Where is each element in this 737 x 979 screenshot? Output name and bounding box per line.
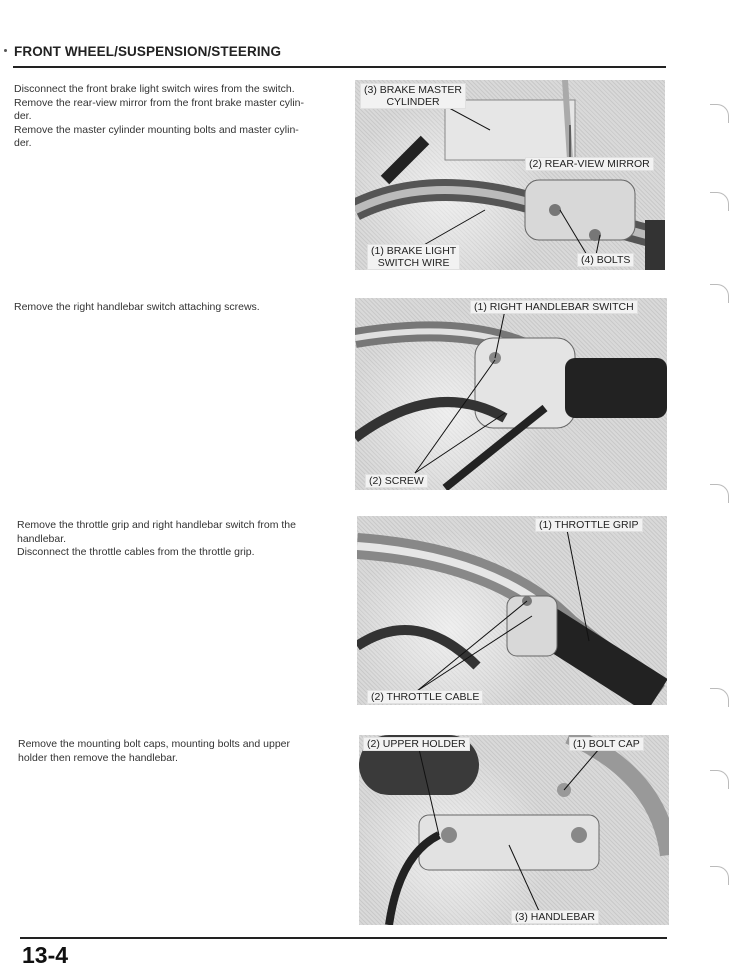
throttle-grip-illustration — [357, 516, 667, 705]
step-2-instruction: Remove the right handlebar switch attaching screws. — [14, 301, 260, 313]
step-3-photo — [357, 516, 667, 705]
page-title: FRONT WHEEL/SUSPENSION/STEERING — [14, 44, 282, 59]
step-4-instruction: Remove the mounting bolt caps, mounting bolts and upper holder then remove the handlebar. — [18, 738, 291, 764]
upper-holder-illustration — [359, 735, 669, 925]
step-1-instruction: Disconnect the front brake light switch wires from the switch. Remove the rear-view mirror from the front brake master cylin- der. Remove the master cylinder mounting bolts and master cylin- der. — [14, 83, 304, 150]
header-divider — [13, 66, 666, 68]
handlebar-switch-illustration — [355, 298, 667, 490]
page-number: 13-4 — [22, 942, 69, 968]
margin-mark — [4, 49, 7, 52]
callout-brake-light-switch-wire: (1) BRAKE LIGHT SWITCH WIRE — [367, 244, 460, 270]
edge-mark — [710, 484, 729, 503]
callout-rear-view-mirror: (2) REAR-VIEW MIRROR — [525, 157, 654, 171]
callout-bolt-cap: (1) BOLT CAP — [569, 737, 644, 751]
callout-bolts: (4) BOLTS — [577, 253, 634, 267]
callout-screw: (2) SCREW — [365, 474, 428, 488]
step-2-photo — [355, 298, 667, 490]
callout-handlebar: (3) HANDLEBAR — [511, 910, 599, 924]
edge-mark — [710, 104, 729, 123]
edge-mark — [710, 866, 729, 885]
edge-mark — [710, 192, 729, 211]
callout-throttle-cable: (2) THROTTLE CABLE — [367, 690, 483, 704]
step-4-photo — [359, 735, 669, 925]
edge-mark — [710, 770, 729, 789]
edge-mark — [710, 284, 729, 303]
step-1-photo — [355, 80, 665, 270]
footer-divider — [20, 937, 667, 939]
callout-right-handlebar-switch: (1) RIGHT HANDLEBAR SWITCH — [470, 300, 638, 314]
edge-mark — [710, 688, 729, 707]
callout-upper-holder: (2) UPPER HOLDER — [363, 737, 470, 751]
callout-brake-master-cylinder: (3) BRAKE MASTER CYLINDER — [360, 83, 466, 109]
step-3-instruction: Remove the throttle grip and right handlebar switch from the handlebar. Disconnect the throttle cables from the throttle grip. — [17, 519, 296, 559]
callout-throttle-grip: (1) THROTTLE GRIP — [535, 518, 643, 532]
